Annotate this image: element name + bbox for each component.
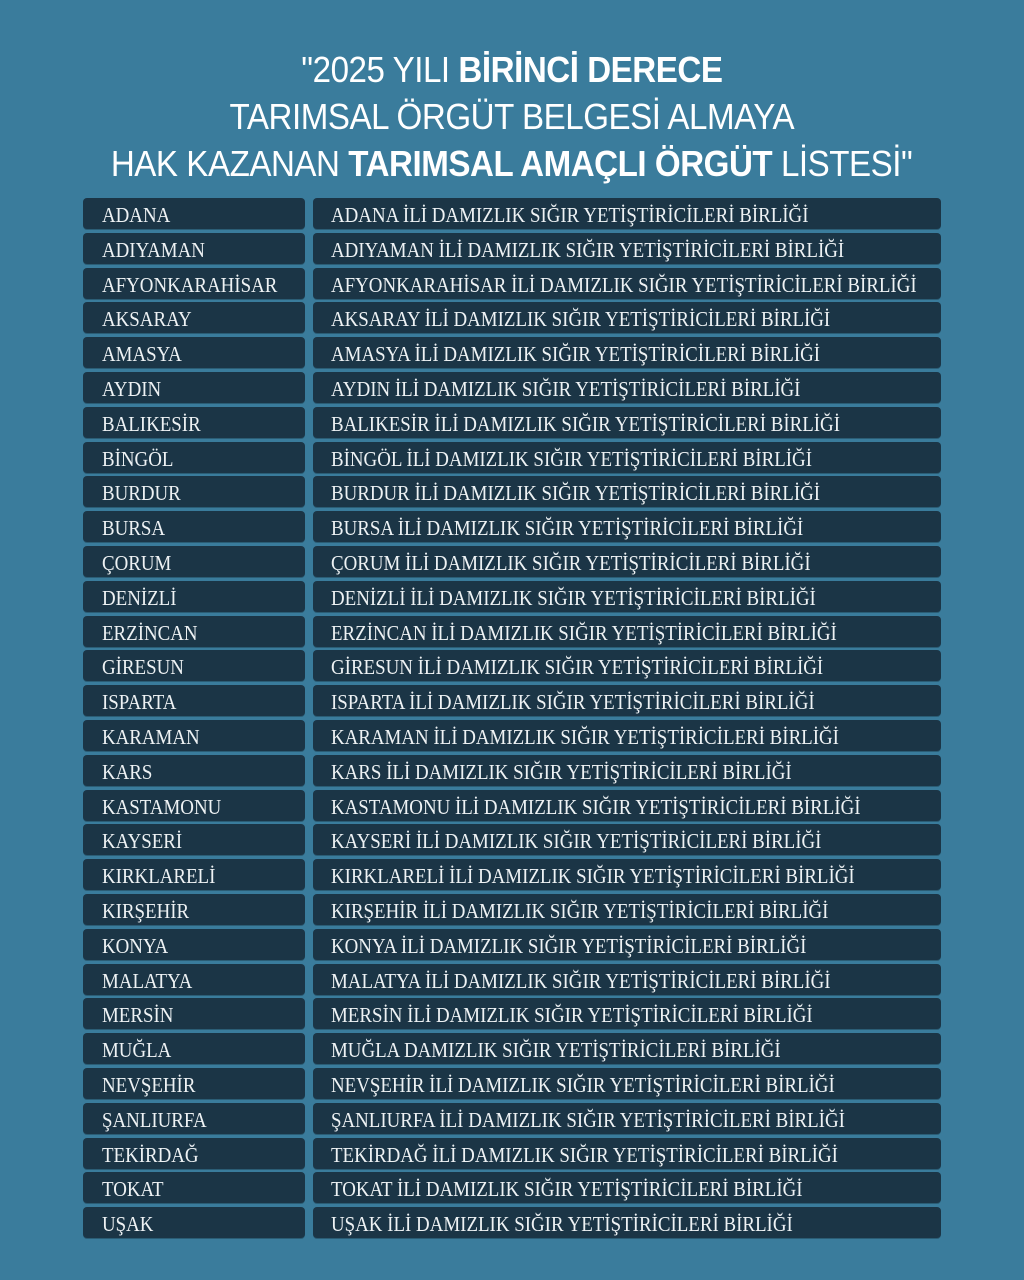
organization-cell <box>313 511 941 542</box>
organization-cell <box>313 616 941 647</box>
province-cell <box>83 1068 305 1099</box>
organization-cell <box>313 1138 941 1169</box>
organization-name: ÇORUM İLİ DAMIZLIK SIĞIR YETİŞTİRİCİLERİ BİRLİĞİ <box>331 550 811 575</box>
table-row <box>83 302 941 333</box>
title-emphasis: TARIMSAL AMAÇLI ÖRGÜT <box>348 143 773 184</box>
organization-name: TEKİRDAĞ İLİ DAMIZLIK SIĞIR YETİŞTİRİCİLERİ BİRLİĞİ <box>331 1142 838 1167</box>
province-cell <box>83 685 305 716</box>
table-row <box>83 1068 941 1099</box>
province-name: ADANA <box>102 203 171 227</box>
table-row <box>83 546 941 577</box>
organization-name: BURDUR İLİ DAMIZLIK SIĞIR YETİŞTİRİCİLERİ BİRLİĞİ <box>331 481 821 506</box>
table-row <box>83 720 941 751</box>
province-cell <box>83 964 305 995</box>
organization-cell <box>313 1103 941 1134</box>
title-text: TARIMSAL ÖRGÜT BELGESİ ALMAYA <box>229 96 795 137</box>
table-row <box>83 1138 941 1169</box>
province-name: BURSA <box>102 516 166 541</box>
organization-cell <box>313 650 941 681</box>
province-cell <box>83 476 305 507</box>
organization-cell <box>313 233 941 264</box>
organization-cell <box>313 1172 941 1203</box>
table-row <box>83 929 941 960</box>
province-cell <box>83 198 305 229</box>
province-name: KIRKLARELİ <box>102 864 216 889</box>
organization-name: AFYONKARAHİSAR İLİ DAMIZLIK SIĞIR YETİŞTİRİCİLERİ BİRLİĞİ <box>331 272 917 297</box>
province-name: AKSARAY <box>102 307 192 332</box>
title-line-1 <box>0 46 1024 93</box>
organization-cell <box>313 581 941 612</box>
province-cell <box>83 581 305 612</box>
organization-name: NEVŞEHİR İLİ DAMIZLIK SIĞIR YETİŞTİRİCİLERİ BİRLİĞİ <box>331 1072 835 1097</box>
table-row <box>83 268 941 299</box>
table-row <box>83 233 941 264</box>
organization-cell <box>313 859 941 890</box>
organization-cell <box>313 198 941 229</box>
organization-cell <box>313 894 941 925</box>
organization-cell <box>313 998 941 1029</box>
organization-name: DENİZLİ İLİ DAMIZLIK SIĞIR YETİŞTİRİCİLERİ BİRLİĞİ <box>331 585 816 610</box>
organization-name: KIRKLARELİ İLİ DAMIZLIK SIĞIR YETİŞTİRİCİLERİ BİRLİĞİ <box>331 864 855 889</box>
province-name: NEVŞEHİR <box>102 1072 196 1097</box>
title-emphasis: BİRİNCİ DERECE <box>458 49 723 90</box>
province-cell <box>83 1033 305 1064</box>
title-text: "2025 YILI <box>301 49 459 90</box>
province-cell <box>83 755 305 786</box>
province-cell <box>83 1207 305 1238</box>
organization-cell <box>313 929 941 960</box>
table-row <box>83 1207 941 1238</box>
table-row <box>83 685 941 716</box>
organization-name: ŞANLIURFA İLİ DAMIZLIK SIĞIR YETİŞTİRİCİLERİ BİRLİĞİ <box>331 1107 845 1132</box>
table-row <box>83 476 941 507</box>
organization-name: BURSA İLİ DAMIZLIK SIĞIR YETİŞTİRİCİLERİ BİRLİĞİ <box>331 516 804 541</box>
organization-cell <box>313 1068 941 1099</box>
table-row <box>83 755 941 786</box>
organization-cell <box>313 372 941 403</box>
organization-name: AYDIN İLİ DAMIZLIK SIĞIR YETİŞTİRİCİLERİ BİRLİĞİ <box>331 376 801 401</box>
province-name: KIRŞEHİR <box>102 898 190 923</box>
province-name: AFYONKARAHİSAR <box>102 272 278 297</box>
table-row <box>83 372 941 403</box>
province-name: BİNGÖL <box>102 446 174 471</box>
province-cell <box>83 859 305 890</box>
title-line-2 <box>0 93 1024 140</box>
title-text: LİSTESİ" <box>772 143 913 184</box>
table-row <box>83 1033 941 1064</box>
organization-cell <box>313 685 941 716</box>
province-name: AMASYA <box>102 342 182 367</box>
province-name: AYDIN <box>102 376 162 401</box>
organization-cell <box>313 268 941 299</box>
province-cell <box>83 442 305 473</box>
table-row <box>83 407 941 438</box>
table-row <box>83 650 941 681</box>
organization-name: MALATYA İLİ DAMIZLIK SIĞIR YETİŞTİRİCİLERİ BİRLİĞİ <box>331 968 831 993</box>
organization-name: ERZİNCAN İLİ DAMIZLIK SIĞIR YETİŞTİRİCİLERİ BİRLİĞİ <box>331 620 837 645</box>
table-row <box>83 824 941 855</box>
organization-name: GİRESUN İLİ DAMIZLIK SIĞIR YETİŞTİRİCİLERİ BİRLİĞİ <box>331 655 824 680</box>
organization-name: KARS İLİ DAMIZLIK SIĞIR YETİŞTİRİCİLERİ BİRLİĞİ <box>331 759 792 784</box>
organization-name: ADANA İLİ DAMIZLIK SIĞIR YETİŞTİRİCİLERİ BİRLİĞİ <box>331 203 809 227</box>
province-name: DENİZLİ <box>102 585 177 610</box>
organization-name: MUĞLA DAMIZLIK SIĞIR YETİŞTİRİCİLERİ BİRLİĞİ <box>331 1038 781 1063</box>
province-name: ADIYAMAN <box>102 237 205 262</box>
table-row <box>83 790 941 821</box>
province-name: KASTAMONU <box>102 794 222 819</box>
organization-cell <box>313 337 941 368</box>
province-cell <box>83 650 305 681</box>
province-cell <box>83 1138 305 1169</box>
organization-name: ADIYAMAN İLİ DAMIZLIK SIĞIR YETİŞTİRİCİLERİ BİRLİĞİ <box>331 237 845 262</box>
province-name: KONYA <box>102 933 169 958</box>
organization-cell <box>313 546 941 577</box>
province-name: ŞANLIURFA <box>102 1107 207 1132</box>
organization-name: KONYA İLİ DAMIZLIK SIĞIR YETİŞTİRİCİLERİ BİRLİĞİ <box>331 933 807 958</box>
table-row <box>83 964 941 995</box>
table-row <box>83 998 941 1029</box>
table-row <box>83 442 941 473</box>
table-row <box>83 1172 941 1203</box>
organization-cell <box>313 790 941 821</box>
province-cell <box>83 302 305 333</box>
organization-cell <box>313 720 941 751</box>
province-name: MERSİN <box>102 1003 174 1028</box>
province-name: KARS <box>102 759 153 784</box>
title-text: HAK KAZANAN <box>111 143 349 184</box>
province-cell <box>83 998 305 1029</box>
organization-cell <box>313 442 941 473</box>
province-name: BALIKESİR <box>102 411 201 436</box>
organization-cell <box>313 1033 941 1064</box>
province-cell <box>83 616 305 647</box>
province-name: GİRESUN <box>102 655 184 680</box>
province-cell <box>83 824 305 855</box>
organization-cell <box>313 302 941 333</box>
organization-name: AKSARAY İLİ DAMIZLIK SIĞIR YETİŞTİRİCİLERİ BİRLİĞİ <box>331 307 831 332</box>
province-name: ÇORUM <box>102 550 172 575</box>
province-cell <box>83 372 305 403</box>
province-cell <box>83 929 305 960</box>
province-name: ISPARTA <box>102 690 177 715</box>
table-row <box>83 859 941 890</box>
organization-name: KIRŞEHİR İLİ DAMIZLIK SIĞIR YETİŞTİRİCİLERİ BİRLİĞİ <box>331 898 829 923</box>
table-row <box>83 581 941 612</box>
organization-name: BİNGÖL İLİ DAMIZLIK SIĞIR YETİŞTİRİCİLERİ BİRLİĞİ <box>331 446 812 471</box>
organization-name: MERSİN İLİ DAMIZLIK SIĞIR YETİŞTİRİCİLERİ BİRLİĞİ <box>331 1003 813 1028</box>
organization-name: ISPARTA İLİ DAMIZLIK SIĞIR YETİŞTİRİCİLERİ BİRLİĞİ <box>331 690 815 715</box>
province-name: TEKİRDAĞ <box>102 1142 199 1167</box>
province-cell <box>83 894 305 925</box>
organization-name: KARAMAN İLİ DAMIZLIK SIĞIR YETİŞTİRİCİLERİ BİRLİĞİ <box>331 724 839 749</box>
province-name: BURDUR <box>102 481 181 506</box>
province-name: KAYSERİ <box>102 829 183 854</box>
organization-table <box>83 198 941 1242</box>
organization-name: TOKAT İLİ DAMIZLIK SIĞIR YETİŞTİRİCİLERİ BİRLİĞİ <box>331 1177 803 1202</box>
province-name: UŞAK <box>102 1212 154 1237</box>
organization-name: KAYSERİ İLİ DAMIZLIK SIĞIR YETİŞTİRİCİLERİ BİRLİĞİ <box>331 829 822 854</box>
table-row <box>83 511 941 542</box>
organization-name: UŞAK İLİ DAMIZLIK SIĞIR YETİŞTİRİCİLERİ BİRLİĞİ <box>331 1212 793 1237</box>
organization-cell <box>313 476 941 507</box>
organization-cell <box>313 1207 941 1238</box>
province-cell <box>83 337 305 368</box>
province-cell <box>83 511 305 542</box>
organization-cell <box>313 824 941 855</box>
province-cell <box>83 407 305 438</box>
organization-name: BALIKESİR İLİ DAMIZLIK SIĞIR YETİŞTİRİCİLERİ BİRLİĞİ <box>331 411 841 436</box>
province-cell <box>83 233 305 264</box>
table-row <box>83 616 941 647</box>
province-name: MUĞLA <box>102 1038 172 1063</box>
province-cell <box>83 1103 305 1134</box>
province-name: TOKAT <box>102 1177 164 1202</box>
organization-name: KASTAMONU İLİ DAMIZLIK SIĞIR YETİŞTİRİCİLERİ BİRLİĞİ <box>331 794 861 819</box>
province-cell <box>83 268 305 299</box>
province-cell <box>83 790 305 821</box>
organization-name: AMASYA İLİ DAMIZLIK SIĞIR YETİŞTİRİCİLERİ BİRLİĞİ <box>331 342 821 367</box>
province-cell <box>83 546 305 577</box>
organization-cell <box>313 755 941 786</box>
province-name: MALATYA <box>102 968 193 993</box>
province-cell <box>83 1172 305 1203</box>
title-line-3 <box>0 140 1024 187</box>
table-row <box>83 894 941 925</box>
province-name: KARAMAN <box>102 724 200 749</box>
table-row <box>83 1103 941 1134</box>
organization-cell <box>313 407 941 438</box>
page-title <box>0 46 1024 187</box>
table-row <box>83 337 941 368</box>
province-name: ERZİNCAN <box>102 620 198 645</box>
province-cell <box>83 720 305 751</box>
organization-cell <box>313 964 941 995</box>
table-row <box>83 198 941 229</box>
